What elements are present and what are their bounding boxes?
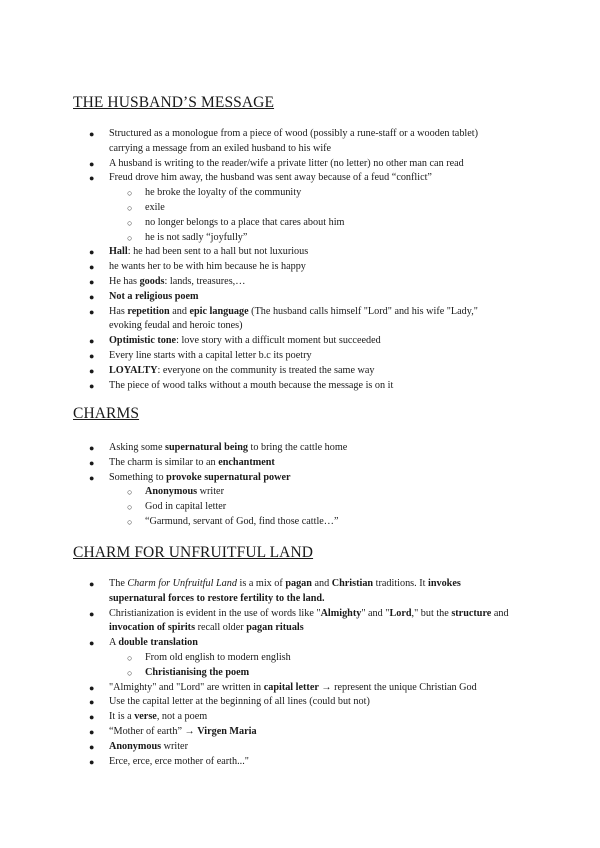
- text-run: A: [109, 637, 119, 649]
- text-run: : lands, treasures,…: [164, 275, 246, 287]
- hollow-bullet-icon: ○: [127, 188, 133, 199]
- list-item: [0, 456, 509, 471]
- bold-text: goods: [139, 275, 165, 287]
- text-run: Every line starts with a capital letter b.c its poetry: [109, 349, 312, 361]
- bold-text: invokes supernatural forces to restore fertility to the land.: [109, 578, 461, 604]
- list-item: [0, 636, 509, 651]
- list-item: [0, 725, 509, 740]
- text-run: he wants her to be with him because he is happy: [109, 261, 306, 273]
- bullet-icon: ●: [89, 443, 95, 453]
- bullet-icon: ●: [89, 682, 95, 693]
- text-run: , not a poem: [156, 711, 208, 723]
- sub-list-item: [0, 515, 525, 530]
- text-run: writer: [161, 740, 188, 752]
- bullet-icon: ●: [89, 756, 95, 767]
- sub-list-item: [0, 216, 525, 231]
- bold-text: Christianising the poem: [145, 666, 250, 678]
- hollow-bullet-icon: ○: [127, 217, 133, 228]
- text-run: Structured as a monologue from a piece of wood (possibly a rune-staff or a wooden tablet) carrying a message from an exiled husband to his wife: [109, 128, 478, 154]
- bold-text: pagan: [285, 578, 312, 589]
- sub-list-item: [0, 485, 525, 500]
- text-run: Erce, erce, erce mother of earth...": [109, 755, 249, 767]
- text-run: Has: [109, 305, 128, 317]
- bullet-icon: ●: [89, 276, 95, 287]
- sub-list-item: [0, 201, 525, 216]
- text-run: he broke the loyalty of the community: [145, 187, 302, 199]
- bold-text: Christian: [331, 578, 374, 589]
- text-run: Freud drove him away, the husband was sent away because of a feud “conflict”: [109, 172, 432, 184]
- bullet-icon: ●: [89, 262, 95, 273]
- bullet-icon: ●: [89, 291, 95, 302]
- text-run: and: [169, 305, 190, 317]
- sub-list-item: [0, 231, 525, 246]
- sub-list-item: [0, 186, 525, 201]
- bullet-icon: ●: [89, 712, 95, 723]
- bold-text: LOYALTY: [109, 364, 158, 376]
- text-run: and: [491, 607, 509, 619]
- text-run: A husband is writing to the reader/wife a private litter (no letter) no other man can read: [109, 157, 464, 169]
- bullet-icon: ●: [89, 247, 95, 258]
- bold-text: Not a religious poem: [109, 290, 199, 302]
- bullet-icon: ●: [89, 608, 95, 619]
- bold-text: Anonymous: [109, 740, 162, 752]
- text-run: Something to: [109, 471, 167, 483]
- bold-text: Almighty: [320, 607, 362, 619]
- sub-list-item: [0, 500, 525, 515]
- text-run: The piece of wood talks without a mouth because the message is on it: [109, 379, 394, 391]
- hollow-bullet-icon: ○: [127, 487, 133, 498]
- list-item: [0, 245, 509, 260]
- bold-text: Optimistic tone: [109, 335, 177, 347]
- bullet-icon: ●: [89, 579, 95, 589]
- list-item: [0, 471, 509, 486]
- section-heading-charms: CHARMS: [73, 405, 140, 422]
- bullet-icon: ●: [89, 306, 95, 317]
- list-item: [0, 755, 509, 770]
- charm-unfruitful-land-list: [0, 577, 600, 769]
- bullet-icon: ●: [89, 638, 95, 649]
- list-item: [0, 127, 509, 157]
- bullet-icon: ●: [89, 365, 95, 376]
- list-item: [0, 275, 509, 290]
- charms-list: [0, 441, 600, 530]
- text-run: : everyone on the community is treated the same way: [157, 364, 375, 376]
- bullet-icon: ●: [89, 697, 95, 708]
- text-run: It is a: [109, 711, 135, 723]
- text-run: writer: [197, 486, 224, 498]
- bold-text: double translation: [118, 637, 198, 649]
- bold-text: Anonymous: [145, 486, 198, 498]
- bold-text: supernatural being: [165, 442, 248, 453]
- list-item: [0, 441, 509, 456]
- bold-text: provoke supernatural power: [166, 471, 291, 483]
- bold-text: Hall: [109, 246, 128, 258]
- text-run: he is not sadly “joyfully”: [145, 231, 248, 243]
- bold-text: invocation of spirits: [109, 622, 196, 634]
- text-run: The charm is similar to an: [109, 456, 219, 468]
- list-item: [0, 681, 509, 696]
- list-item: [0, 710, 509, 725]
- bullet-icon: ●: [89, 741, 95, 752]
- text-run: no longer belongs to a place that cares about him: [145, 216, 345, 228]
- text-run: → represent the unique Christian God: [318, 681, 477, 693]
- list-item: [0, 349, 509, 364]
- text-run: to bring the cattle home: [247, 442, 348, 453]
- bullet-icon: ●: [89, 173, 95, 184]
- bullet-icon: ●: [89, 380, 95, 391]
- section-heading-husbands-message: THE HUSBAND’S MESSAGE: [73, 94, 275, 111]
- section-heading-charm-unfruitful-land: CHARM FOR UNFRUITFUL LAND: [73, 544, 314, 561]
- hollow-bullet-icon: ○: [127, 502, 133, 513]
- list-item: [0, 260, 509, 275]
- text-run: : he had been sent to a hall but not luxurious: [127, 246, 309, 258]
- list-item: [0, 305, 509, 335]
- bold-text: enchantment: [218, 456, 275, 468]
- text-run: “Garmund, servant of God, find those cattle…”: [145, 515, 339, 527]
- bullet-icon: ●: [89, 726, 95, 737]
- list-item: [0, 364, 509, 379]
- text-run: is a mix of: [236, 578, 286, 589]
- text-run: Asking some: [109, 442, 166, 453]
- bullet-icon: ●: [89, 158, 95, 169]
- text-run: Use the capital letter at the beginning of all lines (could but not): [109, 696, 370, 708]
- text-run: " and ": [361, 607, 390, 619]
- hollow-bullet-icon: ○: [127, 516, 133, 527]
- list-item: [0, 157, 509, 172]
- text-run: God in capital letter: [145, 501, 227, 513]
- bold-text: Virgen Maria: [197, 725, 257, 737]
- text-run: He has: [109, 275, 140, 287]
- list-item: [0, 607, 509, 637]
- bold-text: pagan rituals: [246, 622, 304, 634]
- text-run: : love story with a difficult moment but succeeded: [176, 335, 381, 347]
- list-item: [0, 290, 509, 305]
- text-run: Christianization is evident in the use of words like ": [109, 607, 321, 619]
- bold-text: Lord: [389, 607, 412, 619]
- text-run: From old english to modern english: [145, 651, 291, 663]
- text-run: traditions. It: [373, 578, 428, 589]
- bullet-icon: ●: [89, 472, 95, 483]
- bold-text: repetition: [127, 305, 170, 317]
- list-item: [0, 171, 509, 186]
- text-run: recall older: [195, 622, 247, 634]
- bold-text: verse: [134, 711, 157, 723]
- hollow-bullet-icon: ○: [127, 667, 133, 678]
- list-item: [0, 695, 509, 710]
- bold-text: epic language: [189, 305, 249, 317]
- bullet-icon: ●: [89, 350, 95, 361]
- text-run: exile: [145, 201, 165, 213]
- hollow-bullet-icon: ○: [127, 202, 133, 213]
- text-run: and: [311, 578, 332, 589]
- list-item: [0, 379, 509, 394]
- bold-text: structure: [451, 607, 492, 619]
- italic-text: Charm for Unfruitful Land: [127, 578, 237, 589]
- text-run: "Almighty" and "Lord" are written in: [109, 681, 264, 693]
- text-run: (The husband calls himself "Lord" and his wife "Lady," evoking feudal and heroic tones): [109, 305, 478, 332]
- list-item: [0, 740, 509, 755]
- text-run: The: [109, 578, 128, 589]
- text-run: ," but the: [411, 607, 452, 619]
- hollow-bullet-icon: ○: [127, 232, 133, 243]
- list-item: [0, 577, 509, 607]
- list-item: [0, 334, 509, 349]
- sub-list-item: [0, 651, 525, 666]
- hollow-bullet-icon: ○: [127, 652, 133, 663]
- sub-list-item: [0, 666, 525, 681]
- husbands-message-list: [0, 127, 600, 393]
- bullet-icon: ●: [89, 336, 95, 347]
- text-run: “Mother of earth” →: [109, 725, 198, 737]
- bullet-icon: ●: [89, 457, 95, 468]
- bold-text: capital letter: [263, 681, 319, 693]
- bullet-icon: ●: [89, 129, 95, 139]
